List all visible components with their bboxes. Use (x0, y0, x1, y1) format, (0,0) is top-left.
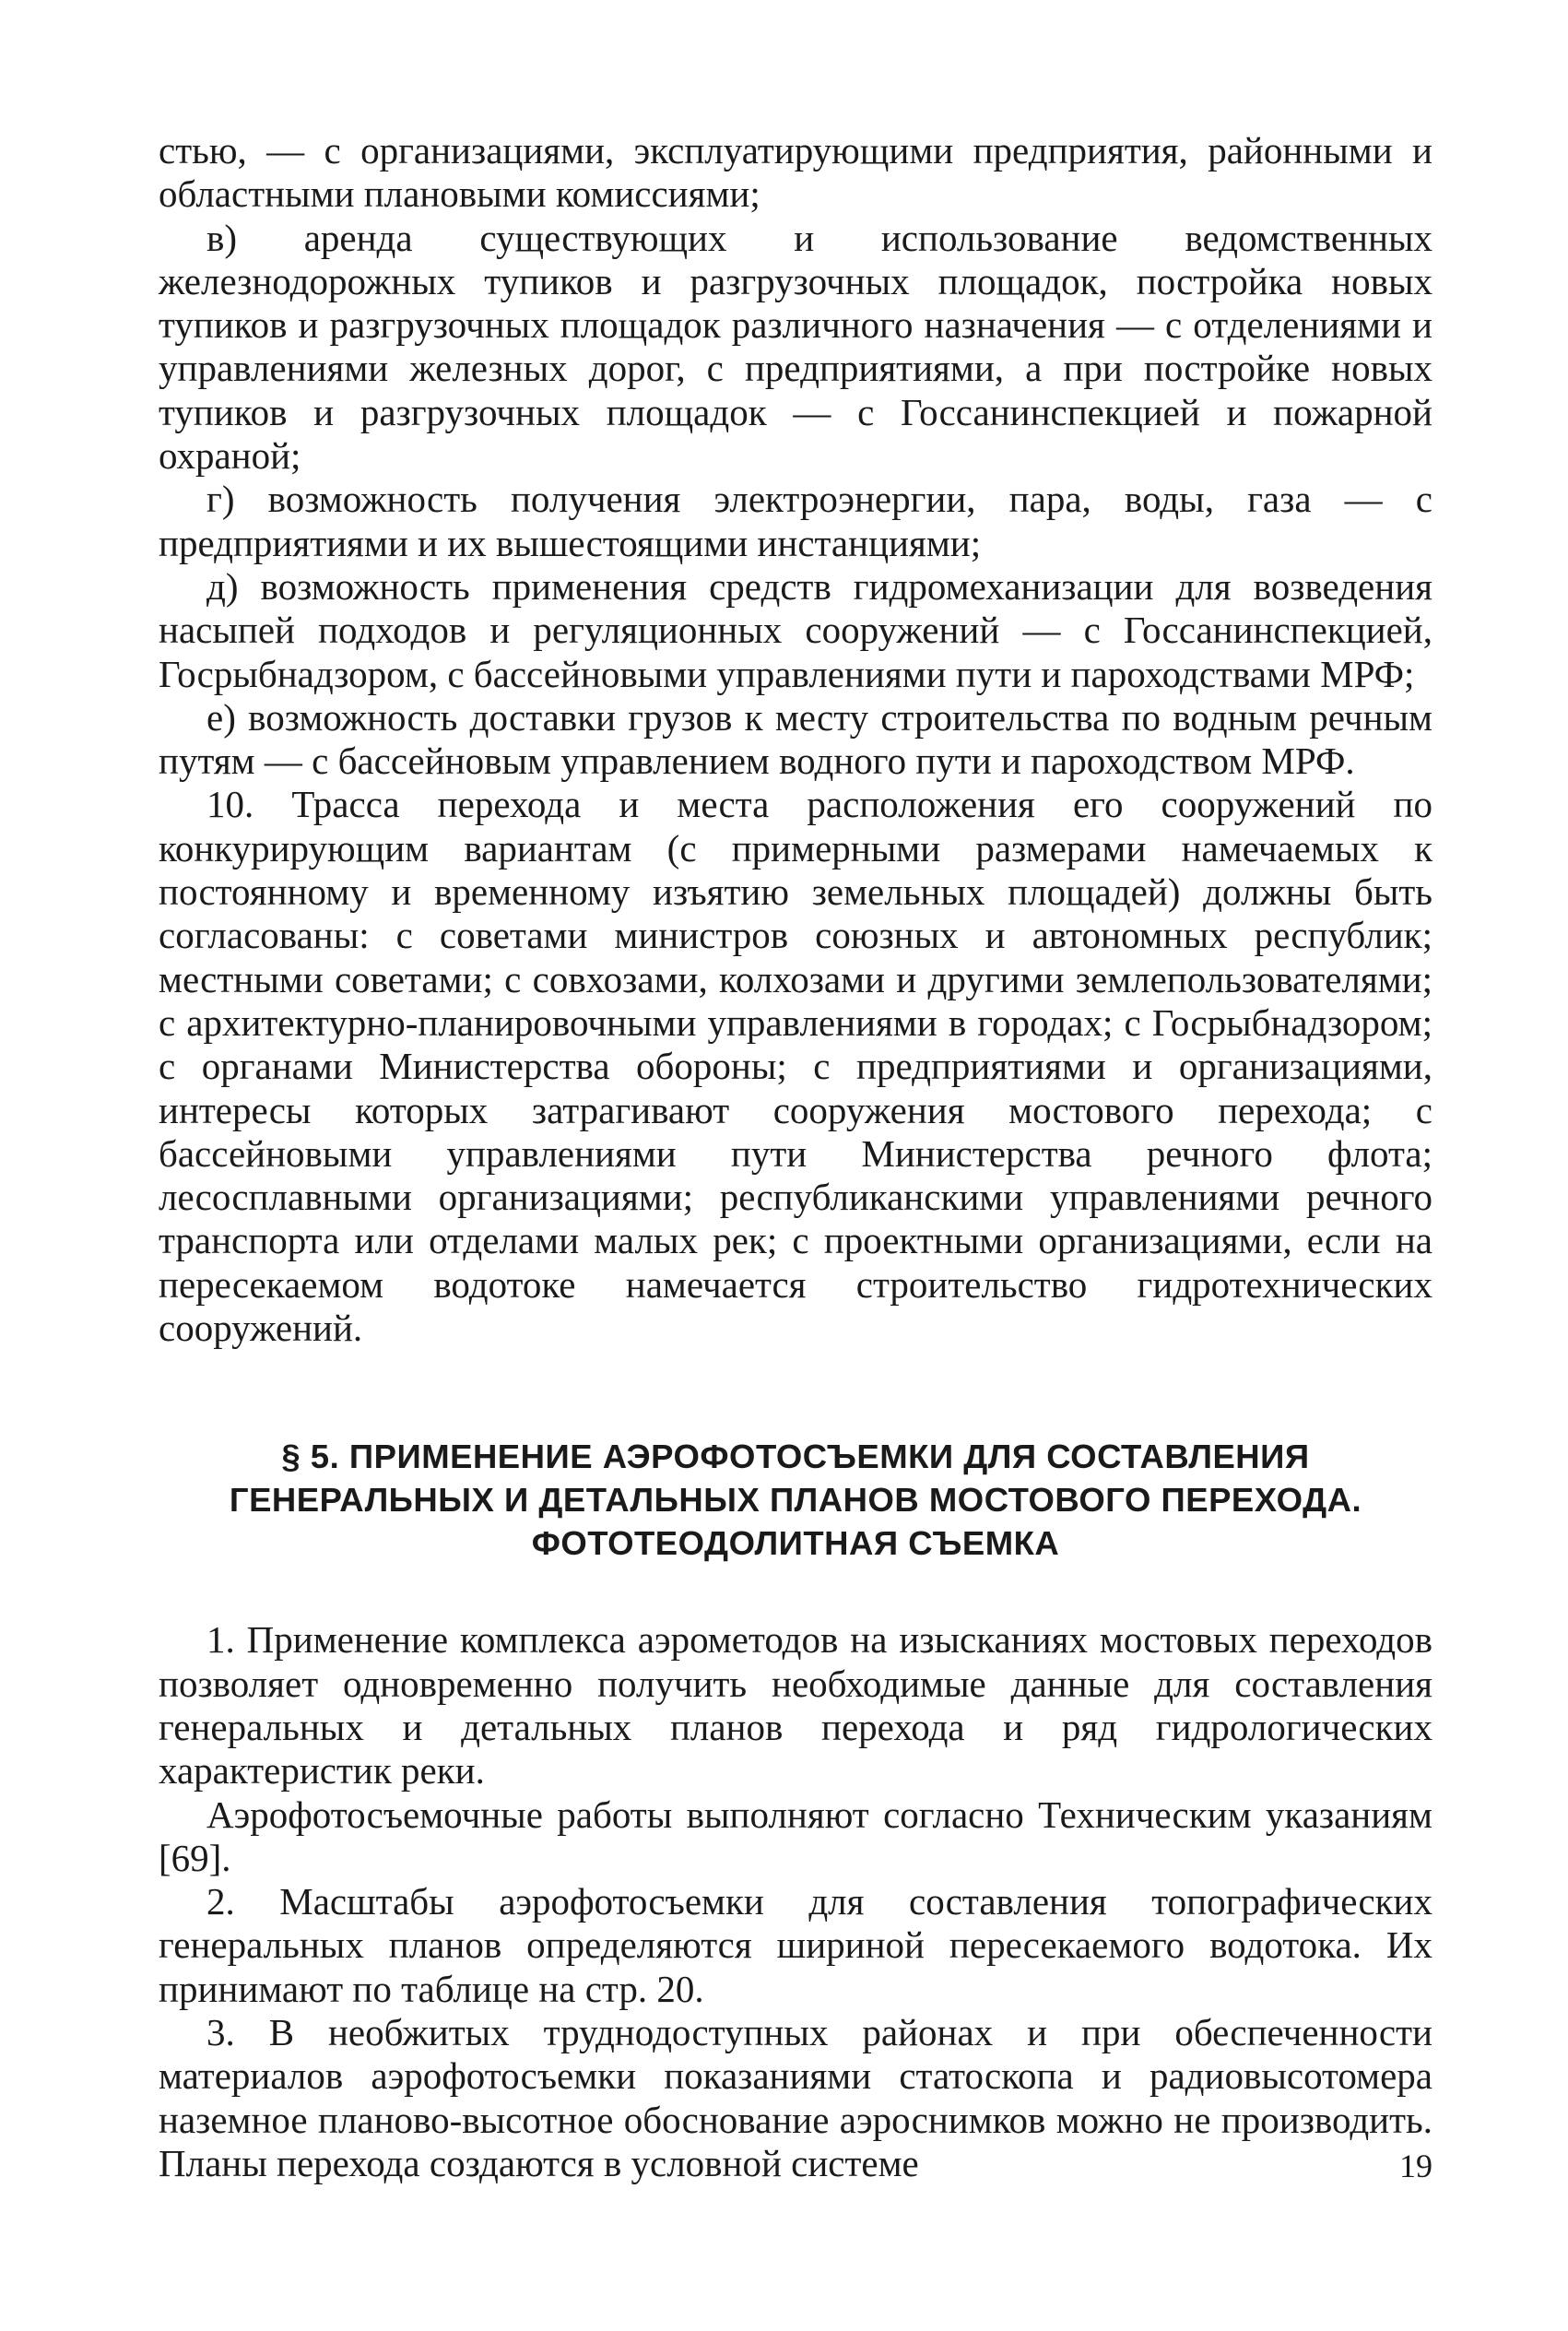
paragraph-item-10: 10. Трасса перехода и места расположения его сооружений по конкурирующим вариантам (с примерными размерами намечаемых к постоянному и временному изъятию земельных площадей) должны быть согласованы: с советами министров союзных и автономных республик; местными советами; с совхозами, колхозами и другими землепользователями; с архитектурно-планировочными управлениями в городах; с Госрыбнадзором; с органами Министерства обороны; с предприятиями и организациями, интересы которых затрагивают сооружения мостового перехода; с бассейновыми управлениями пути Министерства речного флота; лесосплавными организациями; республиканскими управлениями речного транспорта или отделами малых рек; с проектными организациями, если на пересекаемом водотоке намечается строительство гидротехнических сооружений. (159, 783, 1432, 1350)
section-heading-line-1: § 5. ПРИМЕНЕНИЕ АЭРОФОТОСЪЕМКИ ДЛЯ СОСТАВЛЕНИЯ (281, 1438, 1310, 1476)
paragraph-aerial-works: Аэрофотосъемочные работы выполняют согласно Техническим указаниям [69]. (159, 1793, 1432, 1879)
paragraph-item-e: е) возможность доставки грузов к месту строительства по водным речным путям — с бассейновым управлением водного пути и пароходством МРФ. (159, 695, 1432, 783)
paragraph-item-d: д) возможность применения средств гидромеханизации для возведения насыпей подходов и регуляционных сооружений — с Госсанинспекцией, Госрыбнадзором, с бассейновыми управлениями пути и пароходствами МРФ; (159, 564, 1432, 695)
section-heading (159, 1435, 1432, 1565)
paragraph-item-1: 1. Применение комплекса аэрометодов на изысканиях мостовых переходов позволяет одновременно получить необходимые данные для составления генеральных и детальных планов перехода и ряд гидрологических характеристик реки. (159, 1618, 1432, 1793)
document-page (159, 129, 1432, 2185)
paragraph-item-3: 3. В необжитых труднодоступных районах и при обеспеченности материалов аэрофотосъемки показаниями статоскопа и радиовысотомера наземное планово-высотное обоснование аэроснимков можно не производить. Планы перехода создаются в условной системе (159, 2010, 1432, 2184)
paragraph-item-g: г) возможность получения электроэнергии, пара, воды, газа — с предприятиями и их вышестоящими инстанциями; (159, 478, 1432, 564)
paragraph-continuation: стью, — с организациями, эксплуатирующими предприятия, районными и областными плановыми комиссиями; (159, 129, 1432, 216)
paragraph-item-2: 2. Масштабы аэрофотосъемки для составления топографических генеральных планов определяются шириной пересекаемого водотока. Их принимают по таблице на стр. 20. (159, 1880, 1432, 2010)
page-number: 19 (1399, 2148, 1432, 2184)
section-heading-line-3: ФОТОТЕОДОЛИТНАЯ СЪЕМКА (531, 1524, 1060, 1563)
paragraph-item-v: в) аренда существующих и использование ведомственных железнодорожных тупиков и разгрузочных площадок, постройка новых тупиков и разгрузочных площадок различного назначения — с отделениями и управлениями железных дорог, с предприятиями, а при постройке новых тупиков и разгрузочных площадок — с Госсанинспекцией и пожарной охраной; (159, 216, 1432, 478)
section-heading-line-2: ГЕНЕРАЛЬНЫХ И ДЕТАЛЬНЫХ ПЛАНОВ МОСТОВОГО ПЕРЕХОДА. (229, 1481, 1362, 1520)
